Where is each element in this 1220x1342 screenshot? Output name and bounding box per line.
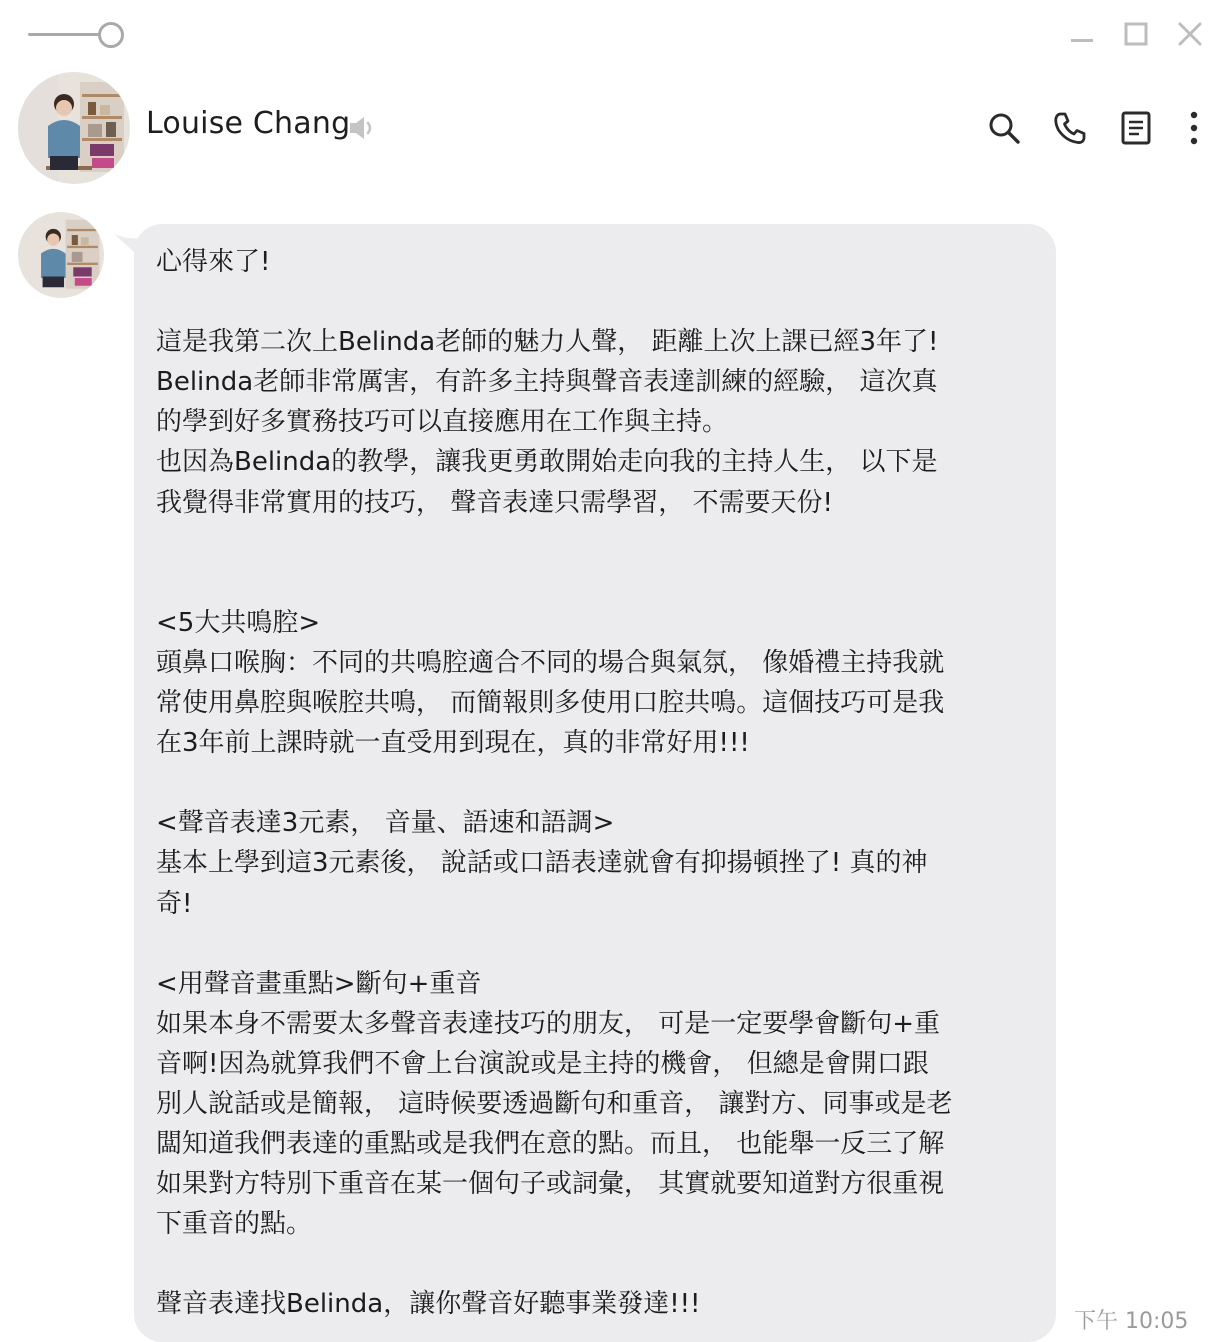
message-line: 別人說話或是簡報， 這時候要透過斷句和重音， 讓對方、同事或是老 [156, 1088, 953, 1119]
message-line: 如果本身不需要太多聲音表達技巧的朋友， 可是一定要學會斷句+重 [156, 1008, 941, 1039]
message-line: 下重音的點。 [156, 1209, 313, 1240]
notes-icon [1120, 110, 1152, 146]
message-line: 奇! [156, 888, 193, 919]
message-line: 心得來了! [156, 247, 271, 277]
more-button[interactable] [1174, 108, 1214, 148]
minimize-icon [1069, 21, 1095, 47]
message-line: 這是我第二次上Belinda老師的魅力人聲， 距離上次上課已經3年了! [156, 327, 939, 358]
maximize-icon [1123, 21, 1149, 47]
message-line [156, 523, 1032, 563]
message-line [156, 924, 1032, 964]
message-line: <5大共鳴腔> [156, 607, 321, 638]
message-line [156, 763, 1032, 803]
pin-slider-icon[interactable] [28, 20, 124, 48]
maximize-button[interactable] [1116, 14, 1156, 54]
message-line: 在3年前上課時就一直受用到現在，真的非常好用!!! [156, 728, 750, 759]
pin-slider-track [28, 33, 100, 36]
avatar-photo [18, 212, 104, 298]
message-text [156, 242, 1032, 1325]
notes-button[interactable] [1116, 108, 1156, 148]
message-line: Belinda老師非常厲害，有許多主持與聲音表達訓練的經驗， 這次真 [156, 367, 938, 398]
message-bubble[interactable] [134, 224, 1056, 1342]
message-line: 我覺得非常實用的技巧， 聲音表達只需學習， 不需要天份! [156, 487, 833, 518]
pin-slider-knob[interactable] [98, 22, 124, 48]
message-line: <用聲音畫重點>斷句+重音 [156, 968, 482, 999]
more-vertical-icon [1188, 110, 1200, 146]
message-line: 常使用鼻腔與喉腔共鳴， 而簡報則多使用口腔共鳴。這個技巧可是我 [156, 688, 945, 719]
search-button[interactable] [984, 108, 1024, 148]
minimize-button[interactable] [1062, 14, 1102, 54]
close-button[interactable] [1170, 14, 1210, 54]
message-line: 音啊!因為就算我們不會上台演說或是主持的機會， 但總是會開口跟 [156, 1048, 929, 1079]
avatar-photo [18, 72, 130, 184]
speaker-icon[interactable] [348, 114, 378, 142]
close-icon [1176, 20, 1204, 48]
message-line: 頭鼻口喉胸：不同的共鳴腔適合不同的場合與氣氛， 像婚禮主持我就 [156, 647, 945, 678]
message-line: 的學到好多實務技巧可以直接應用在工作與主持。 [156, 407, 729, 438]
search-icon [987, 111, 1021, 145]
phone-icon [1052, 110, 1088, 146]
message-line: <聲音表達3元素， 音量、語速和語調> [156, 808, 615, 839]
message-line [156, 563, 1032, 603]
message-line: 聲音表達找Belinda，讓你聲音好聽事業發達!!! [156, 1289, 701, 1320]
contact-name[interactable]: Louise Chang [146, 106, 351, 141]
contact-avatar[interactable] [18, 72, 130, 184]
sender-avatar[interactable] [18, 212, 104, 298]
message-line: 基本上學到這3元素後， 說話或口語表達就會有抑揚頓挫了! 真的神 [156, 848, 928, 879]
message-timestamp: 下午 10:05 [1074, 1309, 1189, 1334]
message-line: 闆知道我們表達的重點或是我們在意的點。而且， 也能舉一反三了解 [156, 1129, 945, 1160]
message-line [156, 1244, 1032, 1284]
chat-header [0, 68, 1220, 192]
message-line [156, 282, 1032, 322]
call-button[interactable] [1050, 108, 1090, 148]
message-line: 如果對方特別下重音在某一個句子或詞彙， 其實就要知道對方很重視 [156, 1169, 945, 1200]
message-line: 也因為Belinda的教學，讓我更勇敢開始走向我的主持人生， 以下是 [156, 447, 938, 478]
